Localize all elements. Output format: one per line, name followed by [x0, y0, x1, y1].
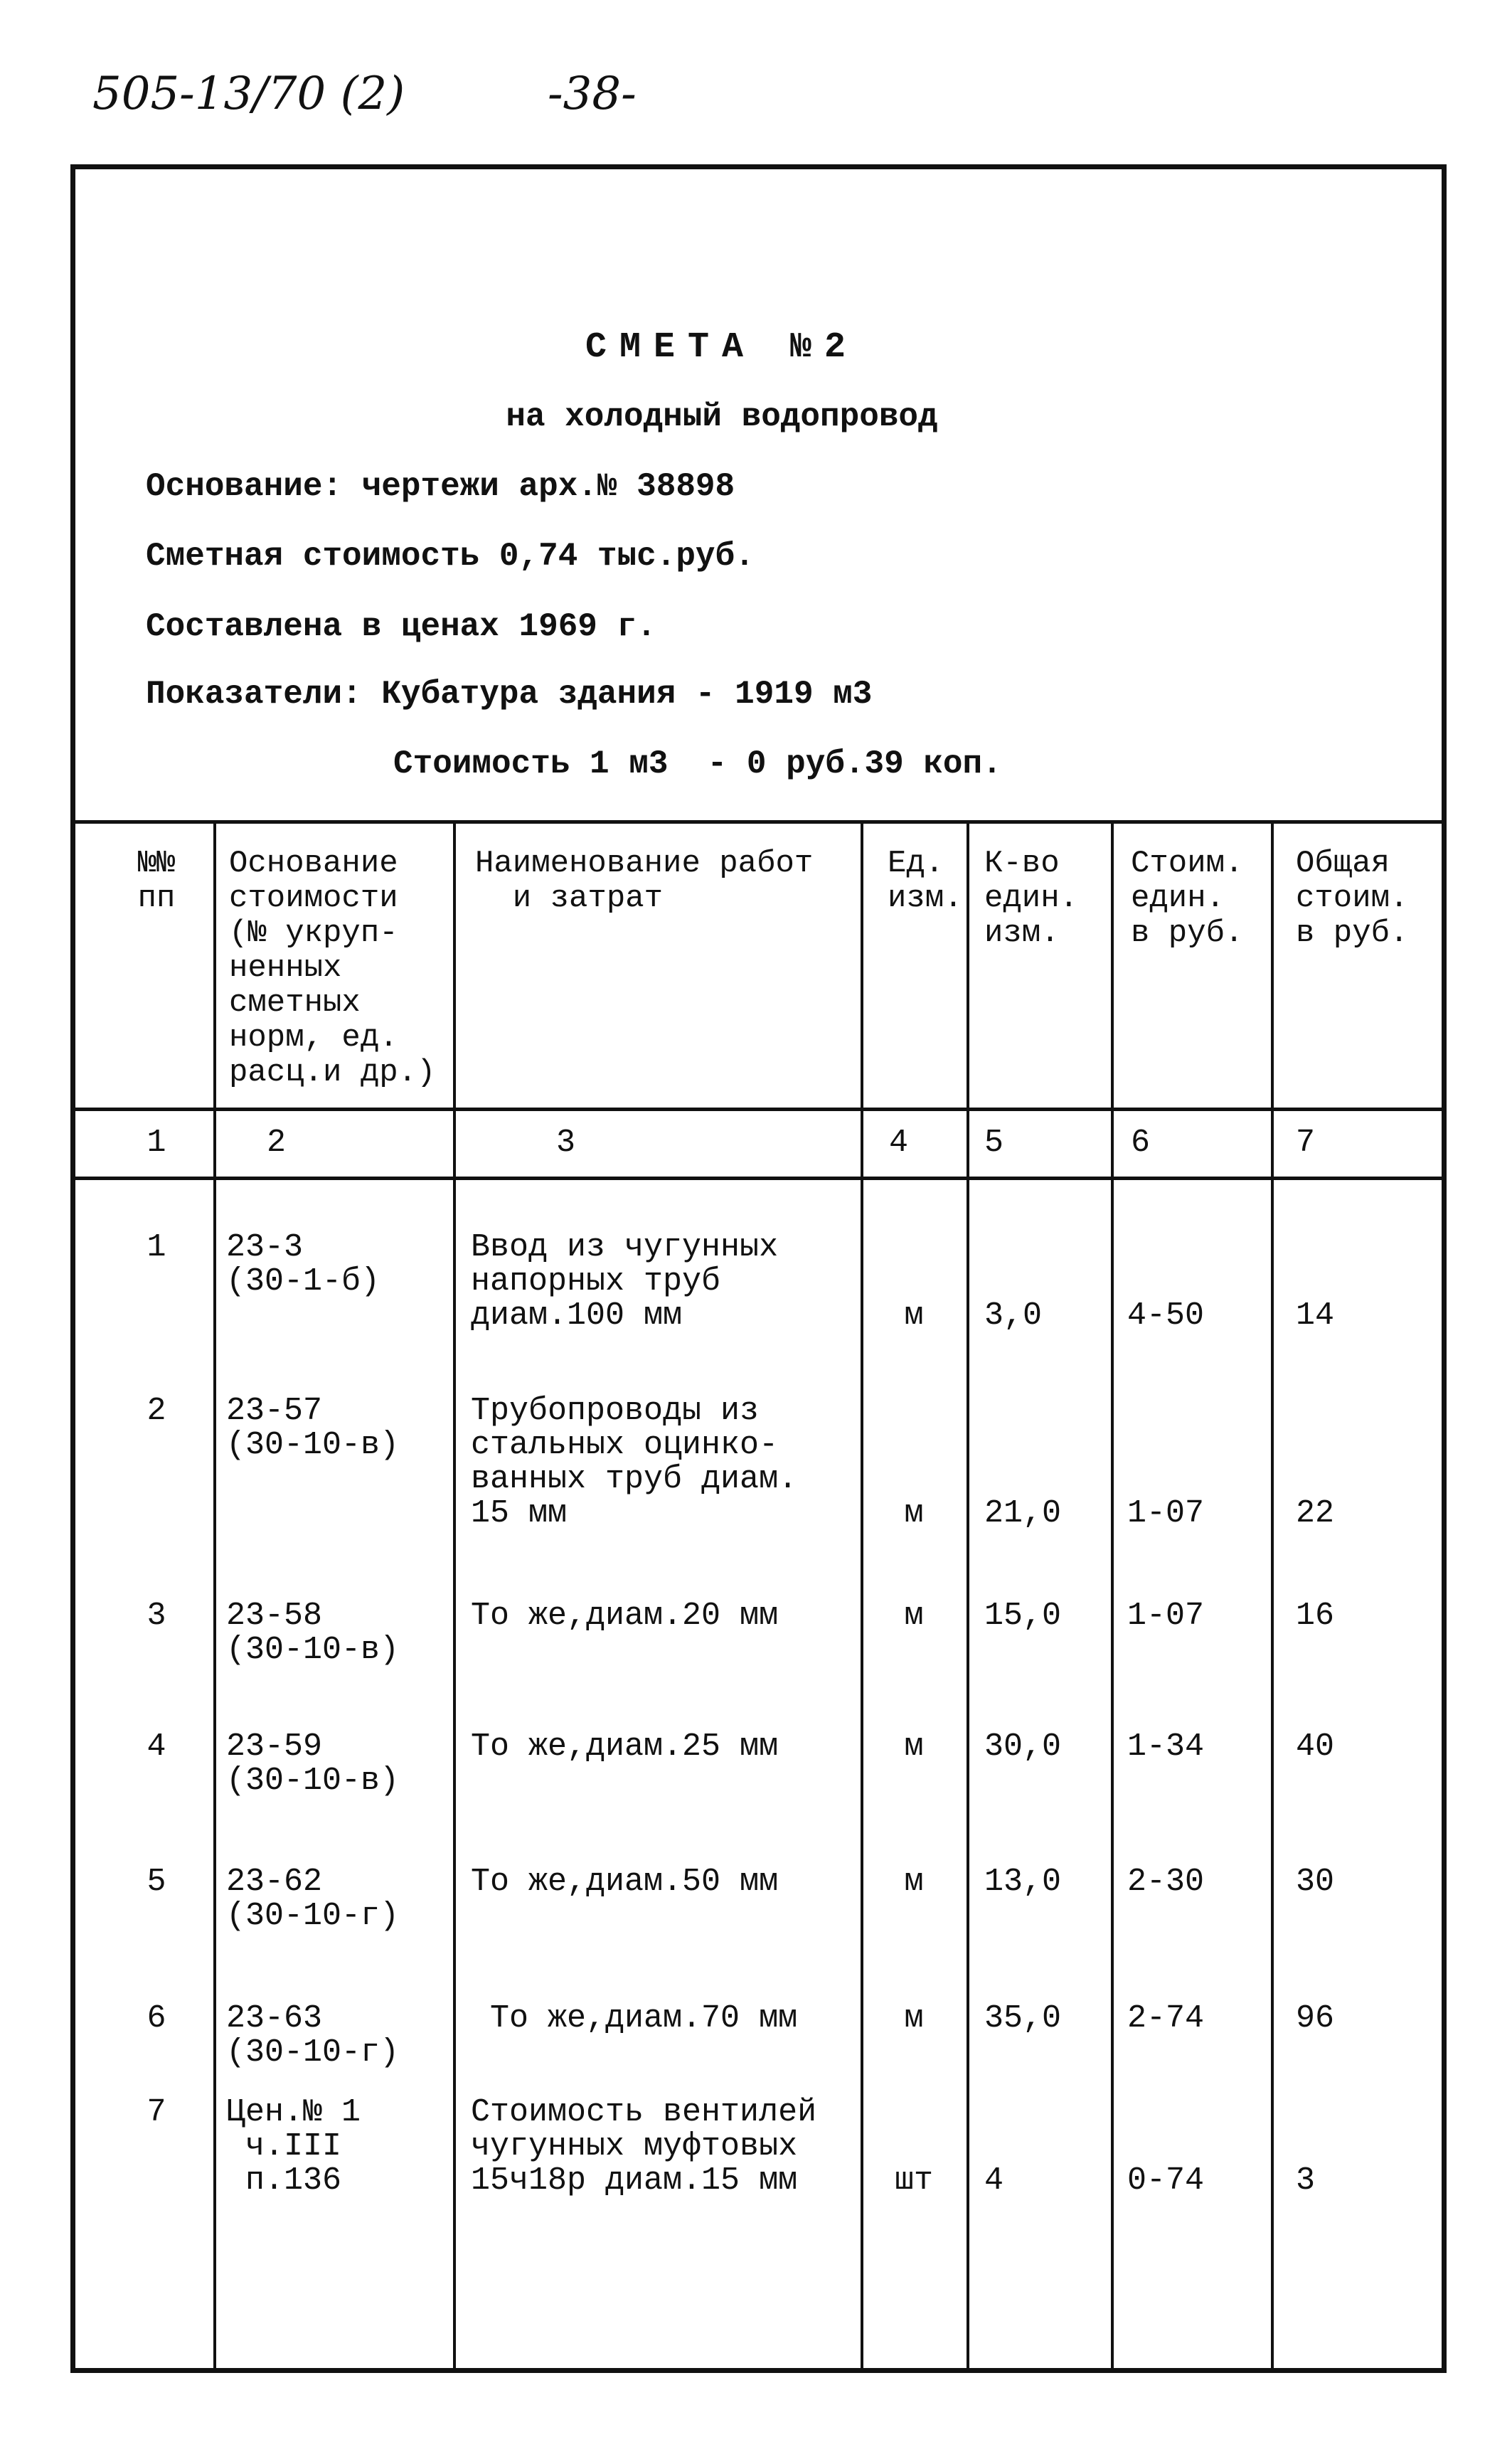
header-bottom-border	[70, 1108, 1447, 1111]
row-name: То же,диам.20 мм	[471, 1598, 779, 1634]
row-quantity: 4	[984, 2162, 1004, 2199]
header-quantity: К-во един. изм.	[984, 846, 1079, 951]
row-total: 40	[1296, 1729, 1335, 1765]
indicators-line: Показатели: Кубатура здания - 1919 м3	[146, 676, 873, 713]
row-unit-price: 1-07	[1127, 1495, 1205, 1531]
row-number: 4	[147, 1729, 166, 1765]
header-unit-price: Стоим. един. в руб.	[1131, 846, 1244, 951]
column-number: 1	[147, 1125, 166, 1161]
column-divider	[1111, 822, 1114, 2372]
row-quantity: 13,0	[984, 1864, 1062, 1900]
row-unit-price: 0-74	[1127, 2162, 1205, 2199]
row-name: То же,диам.25 мм	[471, 1729, 779, 1765]
row-total: 3	[1296, 2162, 1316, 2199]
cost-line: Сметная стоимость 0,74 тыс.руб.	[146, 538, 755, 575]
row-unit: м	[904, 1729, 924, 1765]
row-unit-price: 1-34	[1127, 1729, 1205, 1765]
table-top-border	[70, 820, 1447, 824]
row-total: 22	[1296, 1495, 1335, 1531]
row-unit-price: 2-30	[1127, 1864, 1205, 1900]
column-number: 4	[889, 1125, 909, 1161]
estimate-title: СМЕТА №2	[585, 327, 859, 368]
row-basis: 23-62 (30-10-г)	[226, 1864, 400, 1934]
row-quantity: 3,0	[984, 1297, 1043, 1334]
column-number: 3	[556, 1125, 576, 1161]
row-unit-price: 4-50	[1127, 1297, 1205, 1334]
row-total: 14	[1296, 1297, 1335, 1334]
row-unit: м	[904, 1598, 924, 1634]
row-name: Стоимость вентилей чугунных муфтовых 15ч18р диам.15 мм	[471, 2094, 817, 2199]
row-number: 3	[147, 1598, 166, 1634]
row-number: 1	[147, 1229, 166, 1265]
page-number-handwritten: -38-	[548, 68, 637, 120]
row-basis: 23-3 (30-1-б)	[226, 1229, 380, 1300]
row-basis: 23-58 (30-10-в)	[226, 1598, 400, 1668]
column-divider	[213, 822, 216, 2372]
column-divider	[967, 822, 969, 2372]
row-total: 30	[1296, 1864, 1335, 1900]
row-total: 96	[1296, 2000, 1335, 2037]
row-total: 16	[1296, 1598, 1335, 1634]
row-name: Трубопроводы из стальных оцинко- ванных труб диам. 15 мм	[471, 1393, 798, 1531]
unit-cost-line: Стоимость 1 м3 - 0 руб.39 коп.	[393, 745, 1002, 782]
column-divider	[453, 822, 456, 2372]
header-unit: Ед. изм.	[888, 846, 963, 916]
header-total: Общая стоим. в руб.	[1296, 846, 1409, 951]
row-unit-price: 1-07	[1127, 1598, 1205, 1634]
row-basis: 23-59 (30-10-в)	[226, 1729, 400, 1799]
basis-line: Основание: чертежи арх.№ 38898	[146, 468, 735, 505]
row-basis: 23-63 (30-10-г)	[226, 2000, 400, 2071]
estimate-subtitle: на холодный водопровод	[506, 398, 938, 435]
column-number: 6	[1131, 1125, 1151, 1161]
row-number: 7	[147, 2094, 166, 2130]
row-number: 5	[147, 1864, 166, 1900]
column-divider	[861, 822, 863, 2372]
row-quantity: 21,0	[984, 1495, 1062, 1531]
column-number: 5	[984, 1125, 1004, 1161]
header-basis: Основание стоимости (№ укруп- ненных сметных норм, ед. расц.и др.)	[229, 846, 436, 1090]
row-quantity: 30,0	[984, 1729, 1062, 1765]
row-quantity: 35,0	[984, 2000, 1062, 2037]
row-number: 6	[147, 2000, 166, 2037]
row-quantity: 15,0	[984, 1598, 1062, 1634]
header-name: Наименование работ и затрат	[475, 846, 814, 916]
header-row-number: №№ пп	[137, 846, 176, 916]
row-name: Ввод из чугунных напорных труб диам.100 мм	[471, 1229, 779, 1334]
row-basis: Цен.№ 1 ч.III п.136	[226, 2094, 361, 2199]
row-unit: м	[904, 1297, 924, 1334]
document-code-handwritten: 505-13/70 (2)	[92, 68, 405, 120]
row-unit: м	[904, 2000, 924, 2037]
number-row-border	[70, 1177, 1447, 1180]
prices-line: Составлена в ценах 1969 г.	[146, 608, 656, 645]
row-unit: шт	[894, 2162, 933, 2199]
row-unit: м	[904, 1864, 924, 1900]
row-name: То же,диам.50 мм	[471, 1864, 779, 1900]
row-name: То же,диам.70 мм	[471, 2000, 798, 2037]
row-basis: 23-57 (30-10-в)	[226, 1393, 400, 1463]
column-number: 2	[267, 1125, 287, 1161]
row-unit-price: 2-74	[1127, 2000, 1205, 2037]
column-number: 7	[1296, 1125, 1316, 1161]
column-divider	[1271, 822, 1274, 2372]
row-number: 2	[147, 1393, 166, 1429]
row-unit: м	[904, 1495, 924, 1531]
